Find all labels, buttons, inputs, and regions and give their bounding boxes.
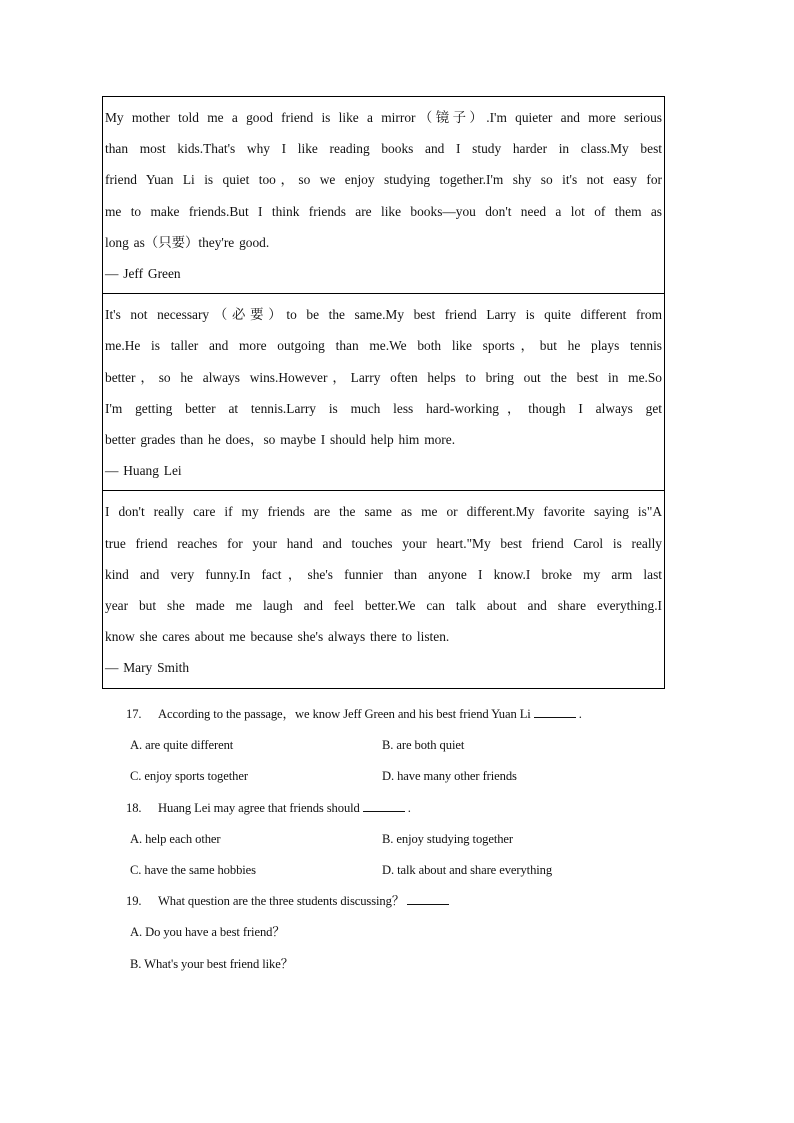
passage-cell bbox=[103, 294, 665, 491]
passage-line: me to make friends.But I think friends are like books—you don't need a lot of them as bbox=[105, 203, 662, 219]
option-d[interactable]: D. talk about and share everything bbox=[382, 863, 553, 878]
passage-line: I'm getting better at tennis.Larry is much less hard-working，though I always get bbox=[105, 400, 662, 416]
passage-line: kind and very funny.In fact，she's funnier than anyone I know.I broke my arm last bbox=[105, 566, 662, 582]
options-row bbox=[126, 855, 666, 886]
questions-section bbox=[126, 699, 666, 980]
passage-line: better grades than he does，so maybe I should help him more. bbox=[105, 432, 456, 448]
question-18 bbox=[126, 793, 666, 824]
question-end: . bbox=[407, 800, 411, 815]
passage-cell bbox=[103, 97, 665, 294]
question-number: 19. bbox=[126, 894, 142, 909]
question-text: According to the passage，we know Jeff Green and his best friend Yuan Li bbox=[158, 707, 531, 721]
passage-line: better，so he always wins.However，Larry often helps to bring out the best in me.So bbox=[105, 369, 662, 385]
passage-line: long as（只要）they're good. bbox=[105, 234, 270, 250]
passage-line: know she cares about me because she's always there to listen. bbox=[105, 629, 450, 645]
option-a[interactable]: A. help each other bbox=[130, 831, 221, 846]
question-number: 17. bbox=[126, 707, 142, 721]
passage-line: me.He is taller and more outgoing than me.We both like sports，but he plays tennis bbox=[105, 338, 662, 354]
passage-line: It's not necessary（必要）to be the same.My best friend Larry is quite different from bbox=[105, 307, 662, 323]
passage-line: year but she made me laugh and feel better.We can talk about and share everything.I bbox=[105, 598, 662, 614]
passage-mary-smith bbox=[103, 491, 665, 688]
options-row bbox=[126, 761, 666, 792]
passage-jeff-green bbox=[103, 97, 665, 294]
question-text: Huang Lei may agree that friends should bbox=[158, 800, 360, 815]
passage-signature: — Huang Lei bbox=[105, 463, 182, 479]
question-19 bbox=[126, 886, 666, 917]
answer-blank[interactable] bbox=[534, 707, 576, 718]
passages-table bbox=[102, 96, 665, 689]
passage-signature: — Jeff Green bbox=[105, 266, 181, 282]
option-b[interactable]: B. What's your best friend like？ bbox=[130, 956, 294, 971]
question-end: . bbox=[578, 707, 582, 721]
passage-line: true friend reaches for your hand and touches your heart."My best friend Carol is really bbox=[105, 535, 662, 551]
passage-line: My mother told me a good friend is like a mirror（镜子）.I'm quieter and more serious bbox=[105, 110, 662, 125]
options-row bbox=[126, 824, 666, 855]
passage-line: than most kids.That's why I like reading books and I study harder in class.My best bbox=[105, 141, 662, 157]
passage-huang-lei bbox=[103, 294, 665, 491]
question-text: What question are the three students discussing？ bbox=[158, 894, 405, 909]
passage-cell bbox=[103, 491, 665, 688]
question-17 bbox=[126, 699, 666, 730]
option-d[interactable]: D. have many other friends bbox=[382, 769, 517, 784]
answer-blank[interactable] bbox=[363, 801, 405, 812]
passage-line: I don't really care if my friends are the same as me or different.My favorite saying is"A bbox=[105, 504, 662, 520]
passage-line: friend Yuan Li is quiet too，so we enjoy studying together.I'm shy so it's not easy for bbox=[105, 172, 662, 188]
passage-signature: — Mary Smith bbox=[105, 660, 190, 676]
options-row bbox=[126, 730, 666, 761]
option-a[interactable]: A. are quite different bbox=[130, 738, 234, 753]
option-b[interactable]: B. are both quiet bbox=[382, 738, 465, 753]
question-number: 18. bbox=[126, 800, 142, 815]
option-c[interactable]: C. enjoy sports together bbox=[130, 769, 248, 784]
option-c[interactable]: C. have the same hobbies bbox=[130, 863, 256, 878]
option-a[interactable]: A. Do you have a best friend？ bbox=[130, 925, 285, 940]
option-b[interactable]: B. enjoy studying together bbox=[382, 831, 514, 846]
answer-blank[interactable] bbox=[407, 894, 449, 905]
